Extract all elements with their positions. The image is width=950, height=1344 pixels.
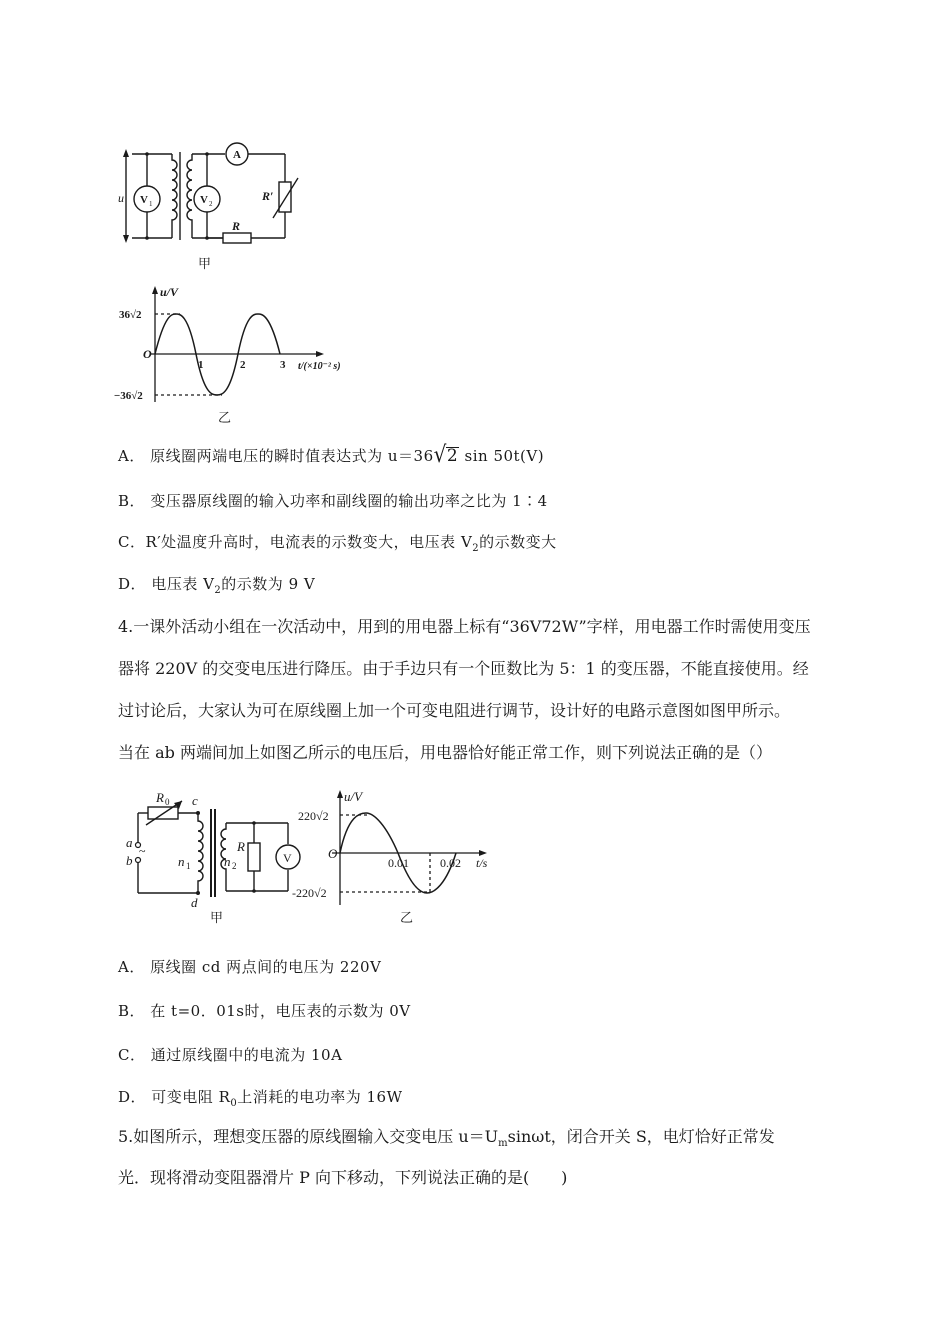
q4-option-a: A． 原线圈 cd 两点间的电压为 220V xyxy=(118,958,382,976)
q4-option-d-text: D． 可变电阻 R xyxy=(118,1088,231,1106)
q3-option-b-prefix: B． xyxy=(118,492,146,510)
q3-option-a-text: 原线圈两端电压的瞬时值表达式为 u＝36 xyxy=(150,447,434,465)
q3-label-v2: V xyxy=(200,194,208,206)
q3-circuit-diagram xyxy=(110,140,310,275)
q4-label-tilde: ~ xyxy=(139,844,146,858)
q4-option-d-text-2: 上消耗的电功率为 16W xyxy=(237,1088,403,1106)
q4-graph-tick-1: 0.01 xyxy=(388,856,409,870)
q4-label-r0-sub: 0 xyxy=(165,797,170,807)
q4-label-r: R xyxy=(237,839,245,854)
q3-option-a-radicand: 2 xyxy=(446,446,459,466)
q4-stem-line-1: 4.一课外活动小组在一次活动中，用到的用电器上标有“36V72W”字样，用电器工作时需使用变压 xyxy=(118,617,811,636)
q4-label-b: b xyxy=(126,853,133,868)
q4-label-n1-sub: 1 xyxy=(186,861,191,871)
q4-graph-origin: O xyxy=(328,846,338,861)
q3-option-a: A． 原线圈两端电压的瞬时值表达式为 u＝36√2 sin 50t(V) xyxy=(118,440,545,468)
q4-option-c: C． 通过原线圈中的电流为 10A xyxy=(118,1046,343,1064)
q3-graph-ytop: 36√2 xyxy=(119,309,142,321)
q3-option-b xyxy=(118,490,548,511)
q3-graph-tick-2: 2 xyxy=(240,359,246,371)
q3-option-b-text: 变压器原线圈的输入功率和副线圈的输出功率之比为 1∶4 xyxy=(150,492,548,510)
q4-stem-line-3: 过讨论后，大家认为可在原线圈上加一个可变电阻进行调节，设计好的电路示意图如图甲所示。 xyxy=(118,701,791,720)
q3-graph-ylabel: u/V xyxy=(160,285,179,299)
q3-option-c-text-2: 的示数变大 xyxy=(479,533,557,551)
q3-option-d xyxy=(118,573,315,596)
q4-label-n2-sub: 2 xyxy=(232,861,237,871)
q5-stem-line-2: 光．现将滑动变阻器滑片 P 向下移动，下列说法正确的是( ) xyxy=(118,1168,568,1187)
q4-graph-ytop: 220√2 xyxy=(298,809,329,823)
q3-caption-yi: 乙 xyxy=(218,410,232,425)
q4-label-d: d xyxy=(191,895,198,910)
q4-caption-yi: 乙 xyxy=(400,910,414,925)
q4-label-n1: n xyxy=(178,854,185,869)
q4-graph-ybottom: -220√2 xyxy=(292,886,327,900)
q4-label-r0: R xyxy=(156,790,164,805)
q3-option-d-prefix: D． xyxy=(118,575,147,593)
q3-option-c-prefix: C． xyxy=(118,533,146,551)
q5-stem-text-b: sinωt，闭合开关 S，电灯恰好正常发 xyxy=(507,1127,775,1146)
q3-option-c-sub: 2 xyxy=(472,543,480,554)
q3-option-a-prefix: A． xyxy=(118,447,145,465)
q4-label-a: a xyxy=(126,835,133,850)
q4-graph-ylabel: u/V xyxy=(344,789,363,804)
q4-option-b: B． 在 t=0．01s时，电压表的示数为 0V xyxy=(118,1002,411,1020)
q4-graph-xlabel: t/s xyxy=(476,856,488,870)
q3-graph-tick-1: 1 xyxy=(198,359,204,371)
q3-label-r-prime: R′ xyxy=(262,189,274,203)
q5-stem-sub: m xyxy=(498,1138,508,1149)
q3-label-v1-sub: 1 xyxy=(149,200,153,208)
q3-label-v2-sub: 2 xyxy=(209,200,213,208)
q3-caption-jia: 甲 xyxy=(198,256,212,271)
q3-label-u: u xyxy=(118,191,124,205)
q4-graph-tick-2: 0.02 xyxy=(440,856,461,870)
q4-option-d xyxy=(118,1086,403,1109)
q3-option-d-text: 电压表 V xyxy=(151,575,215,593)
q4-option-d-sub: 0 xyxy=(230,1098,238,1109)
q3-option-a-text-2: sin 50t(V) xyxy=(464,447,545,465)
q3-label-ammeter: A xyxy=(233,149,241,161)
q3-waveform-graph xyxy=(110,282,370,427)
q3-label-v1: V xyxy=(140,194,148,206)
q3-option-d-text-2: 的示数为 9 V xyxy=(221,575,316,593)
q4-label-n2: n xyxy=(224,854,231,869)
q5-stem-line-1 xyxy=(118,1129,775,1149)
q4-stem-line-4: 当在 ab 两端间加上如图乙所示的电压后，用电器恰好能正常工作，则下列说法正确的是（） xyxy=(118,743,772,762)
q3-graph-tick-3: 3 xyxy=(280,359,286,371)
q3-option-d-sub: 2 xyxy=(214,585,222,596)
q4-waveform-graph xyxy=(290,785,505,930)
q4-stem-line-2: 器将 220V 的交变电压进行降压。由于手边只有一个匝数比为 5：1 的变压器，不能直接使用。经 xyxy=(118,659,809,678)
q4-caption-jia: 甲 xyxy=(210,910,224,925)
q5-stem-text-a: 5.如图所示，理想变压器的原线圈输入交变电压 u＝U xyxy=(118,1127,499,1146)
q3-option-c xyxy=(118,531,557,554)
q3-option-c-text: R′处温度升高时，电流表的示数变大，电压表 V xyxy=(145,533,473,551)
q3-graph-xlabel: t/(×10⁻² s) xyxy=(298,361,341,372)
q3-graph-ybottom: −36√2 xyxy=(114,390,143,402)
q4-label-c: c xyxy=(192,793,198,808)
q4-label-v: V xyxy=(283,851,292,865)
q3-label-r: R xyxy=(232,219,241,233)
q3-graph-origin: O xyxy=(143,347,152,361)
q4-circuit-diagram xyxy=(118,785,303,930)
